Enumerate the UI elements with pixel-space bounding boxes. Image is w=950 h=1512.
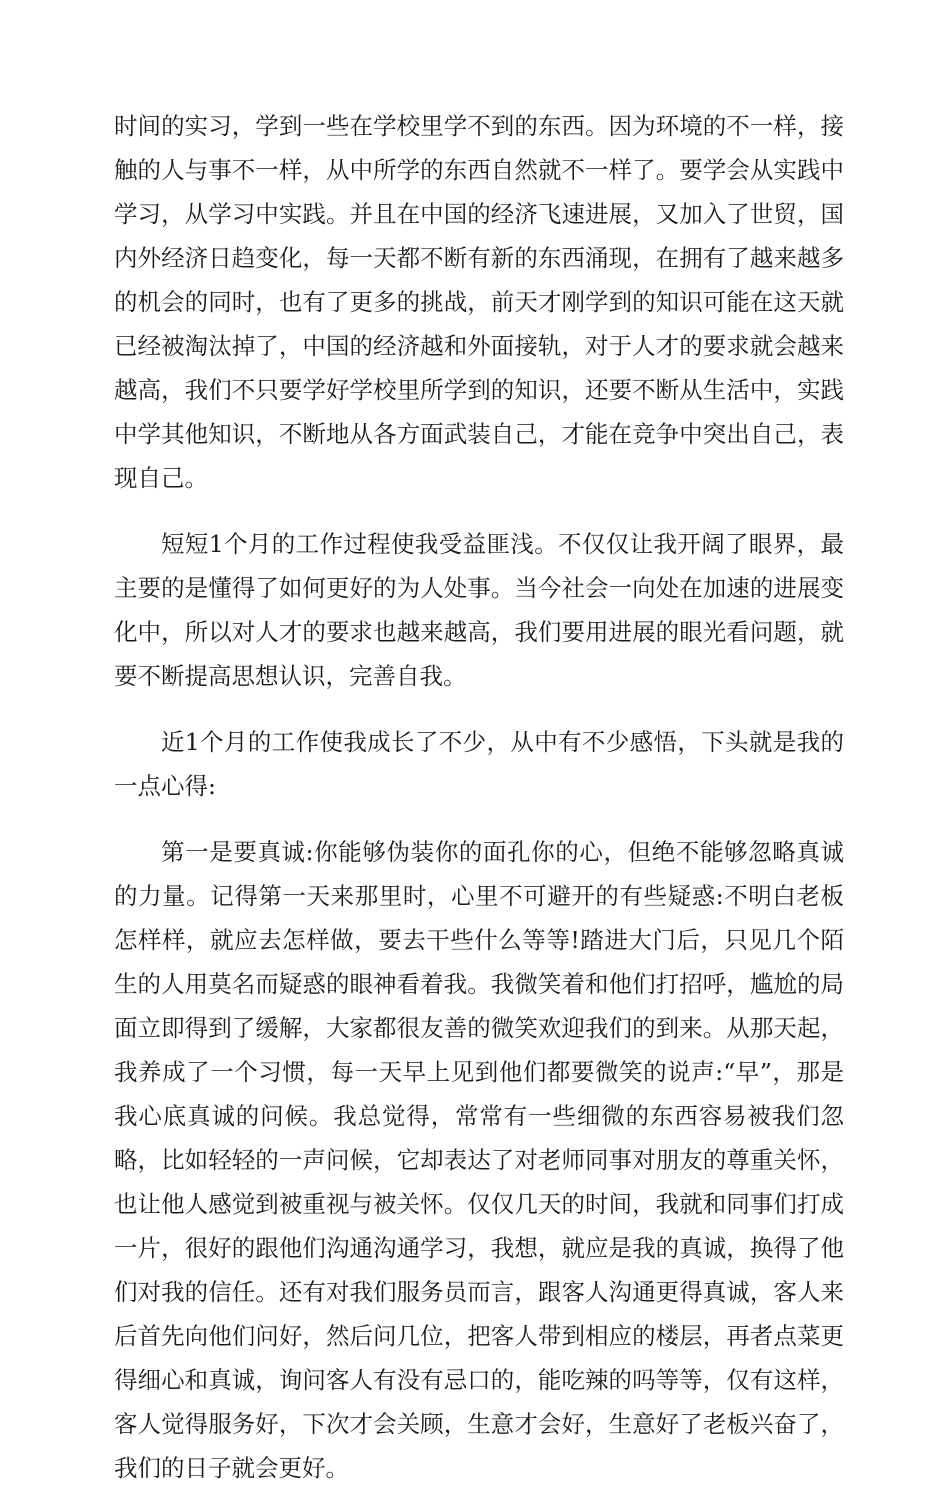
paragraph-1: 时间的实习，学到一些在学校里学不到的东西。因为环境的不一样，接触的人与事不一样，从中所学的东西自然就不一样了。要学会从实践中学习，从学习中实践。并且在中国的经济飞速进展，又加入了世贸，国内外经济日趋变化，每一天都不断有新的东西涌现，在拥有了越来越多的机会的同时，也有了更多的挑战，前天才刚学到的知识可能在这天就已经被淘汰掉了，中国的经济越和外面接轨，对于人才的要求就会越来越高，我们不只要学好学校里所学到的知识，还要不断从生活中，实践中学其他知识，不断地从各方面武装自己，才能在竞争中突出自己，表现自己。 [114, 112, 844, 492]
paragraph-2: 短短1个月的工作过程使我受益匪浅。不仅仅让我开阔了眼界，最主要的是懂得了如何更好的为人处事。当今社会一向处在加速的进展变化中，所以对人才的要求也越来越高，我们要用进展的眼光看问题，就要不断提高思想认识，完善自我。 [114, 530, 844, 690]
paragraph-3: 近1个月的工作使我成长了不少，从中有不少感悟，下头就是我的一点心得: [114, 728, 844, 800]
paragraph-4: 第一是要真诚:你能够伪装你的面孔你的心，但绝不能够忽略真诚的力量。记得第一天来那里时，心里不可避开的有些疑惑:不明白老板怎样样，就应去怎样做，要去干些什么等等!踏进大门后，只见几个陌生的人用莫名而疑惑的眼神看着我。我微笑着和他们打招呼，尴尬的局面立即得到了缓解，大家都很友善的微笑欢迎我们的到来。从那天起，我养成了一个习惯，每一天早上见到他们都要微笑的说声:“早”，那是我心底真诚的问候。我总觉得，常常有一些细微的东西容易被我们忽略，比如轻轻的一声问候，它却表达了对老师同事对朋友的尊重关怀，也让他人感觉到被重视与被关怀。仅仅几天的时间，我就和同事们打成一片，很好的跟他们沟通沟通学习，我想，就应是我的真诚，换得了他们对我的信任。还有对我们服务员而言，跟客人沟通更得真诚，客人来后首先向他们问好，然后问几位，把客人带到相应的楼层，再者点菜更得细心和真诚，询问客人有没有忌口的，能吃辣的吗等等，仅有这样，客人觉得服务好，下次才会关顾，生意才会好，生意好了老板兴奋了，我们的日子就会更好。 [114, 838, 844, 1482]
document-body [114, 104, 844, 1512]
